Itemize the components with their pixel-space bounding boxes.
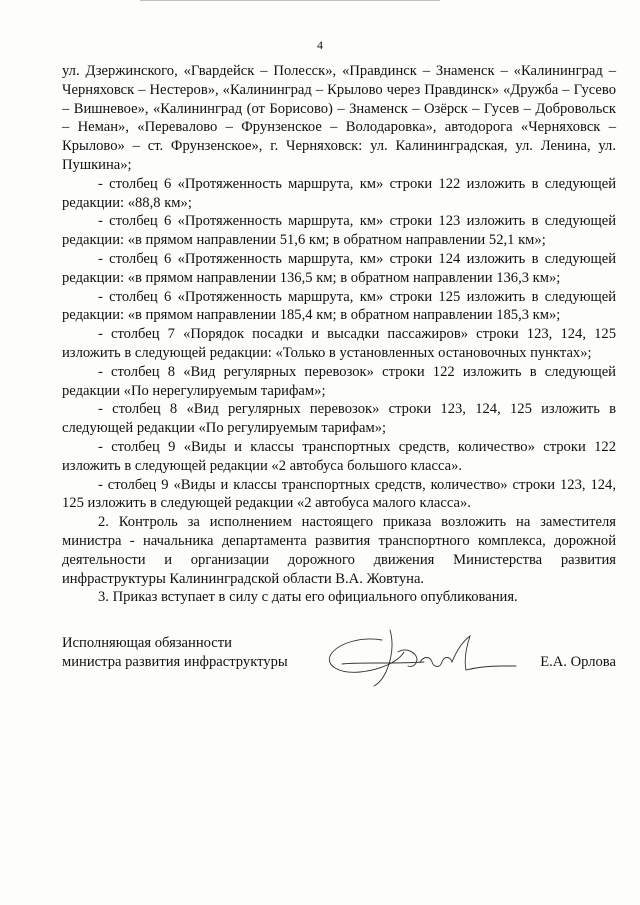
handwritten-signature bbox=[320, 622, 550, 692]
paragraph-col6-row123: - столбец 6 «Протяженность маршрута, км» строки 123 изложить в следующей редакции: «в прямом направлении 51,6 км; в обратном направлении 52,1 км»; bbox=[62, 213, 616, 249]
paragraph-col8-row122: - столбец 8 «Вид регулярных перевозок» строки 122 изложить в следующей редакции «По нерегулируемым тарифам»; bbox=[62, 363, 616, 399]
signatory-title-line-2: министра развития инфраструктуры bbox=[62, 653, 288, 670]
paragraph-route-list: ул. Дзержинского, «Гвардейск – Полесск», «Правдинск – Знаменск – «Калининград – Черняховск – Нестеров», «Калининград – Крылово через Правдинск» «Дружба – Гусево – Вишневое», «Калининград (от Борисово) – Знаменск – Озёрск – Гусев – Добровольск – Неман», «Перевалово – Фрунзенское – Володаровка», автодорога «Черняховск – Крылово» – ст. Фрунзенское», г. Черняховск: ул. Калининградская, ул. Ленина, ул. Пушкина»; bbox=[62, 63, 616, 173]
paragraph-col8-rows123-125: - столбец 8 «Вид регулярных перевозок» строки 123, 124, 125 изложить в следующей редакции «По регулируемым тарифам»; bbox=[62, 401, 616, 437]
paragraph-col7: - столбец 7 «Порядок посадки и высадки пассажиров» строки 123, 124, 125 изложить в следующей редакции: «Только в установленных остановочных пунктах»; bbox=[62, 326, 616, 361]
paragraph-item-3-effect: 3. Приказ вступает в силу с даты его официального опубликования. bbox=[98, 589, 518, 606]
paragraph-item-2-control: 2. Контроль за исполнением настоящего приказа возложить на заместителя министра - начальника департамента развития транспортного комплекса, дорожной деятельности и организации дорожного движения Министерства развития инфраструктуры Калининградской области В.А. Жовтуна. bbox=[62, 514, 616, 587]
scan-top-edge bbox=[140, 0, 440, 3]
paragraph-col6-row122: - столбец 6 «Протяженность маршрута, км» строки 122 изложить в следующей редакции: «88,8 км»; bbox=[62, 175, 616, 211]
paragraph-col6-row125: - столбец 6 «Протяженность маршрута, км» строки 125 изложить в следующей редакции: «в прямом направлении 185,4 км; в обратном направлении 185,3 км»; bbox=[62, 288, 616, 324]
paragraph-col9-rows123-125: - столбец 9 «Виды и классы транспортных средств, количество» строки 123, 124, 125 изложить в следующей редакции «2 автобуса малого класса». bbox=[62, 476, 616, 512]
signatory-name: Е.А. Орлова bbox=[540, 653, 616, 670]
signature-block bbox=[62, 634, 616, 672]
page-number: 4 bbox=[317, 38, 323, 52]
paragraph-col9-row122: - столбец 9 «Виды и классы транспортных средств, количество» строки 122 изложить в следующей редакции «2 автобуса большого класса». bbox=[62, 438, 616, 474]
paragraph-col6-row124: - столбец 6 «Протяженность маршрута, км» строки 124 изложить в следующей редакции: «в прямом направлении 136,5 км; в обратном направлении 136,3 км»; bbox=[62, 250, 616, 286]
signatory-title-line-1: Исполняющая обязанности bbox=[62, 635, 232, 651]
document-body bbox=[62, 62, 616, 607]
